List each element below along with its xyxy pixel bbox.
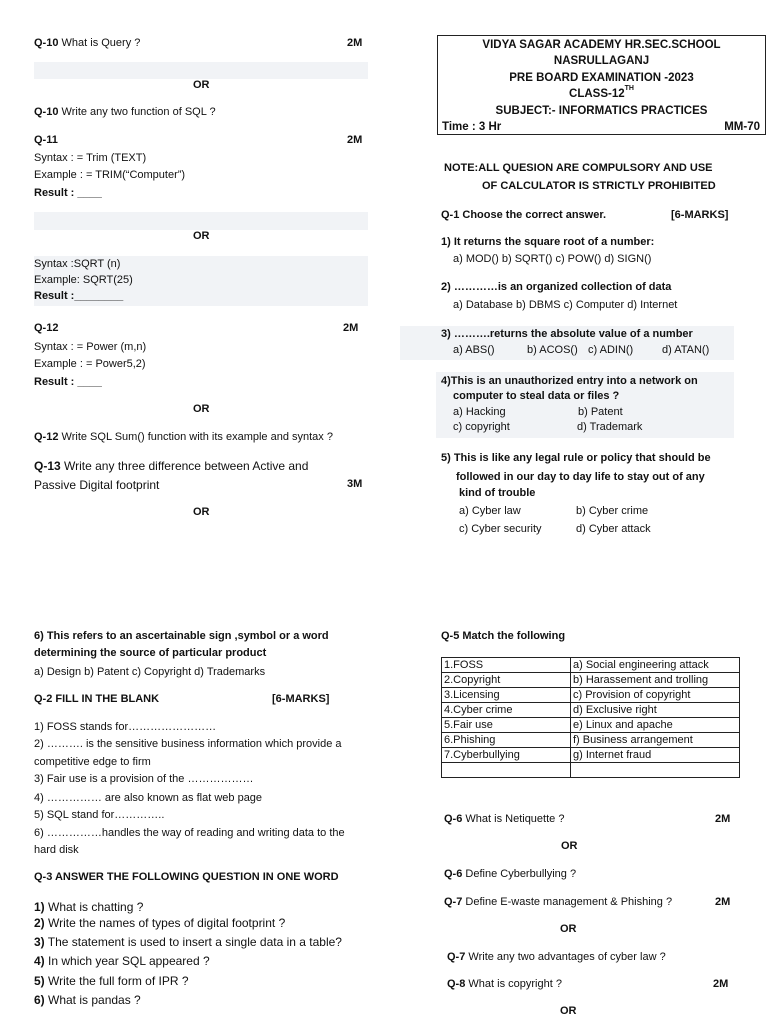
mcq-options: a) MOD() b) SQRT() c) POW() d) SIGN() (453, 253, 652, 265)
or-separator: OR (561, 840, 578, 852)
mcq6-options: a) Design b) Patent c) Copyright d) Trademarks (34, 666, 266, 678)
table-cell: f) Business arrangement (571, 733, 740, 748)
question-number: Q-10 (34, 37, 59, 49)
question-number: Q-11 (34, 134, 58, 146)
table-cell (571, 763, 740, 778)
fill-blank-item: 6) ……………handles the way of reading and writing data to the (34, 827, 345, 839)
mcq-question: 4)This is an unauthorized entry into a network on (441, 375, 698, 387)
question-q6b: Q-6 Define Cyberbullying ? (444, 868, 577, 880)
table-cell: 1.FOSS (442, 658, 571, 673)
one-word-item: 2) Write the names of types of digital footprint ? (34, 916, 286, 930)
or-separator: OR (193, 79, 210, 91)
table-row (442, 658, 740, 673)
mcq-question: 5) This is like any legal rule or policy that should be (441, 452, 711, 464)
section-title: Q-1 Choose the correct answer. (441, 209, 607, 221)
table-row (442, 763, 740, 778)
table-cell: e) Linux and apache (571, 718, 740, 733)
marks: 2M (715, 896, 731, 908)
one-word-item: 5) Write the full form of IPR ? (34, 974, 189, 988)
table-row (442, 748, 740, 763)
question-text: What is Query ? (58, 37, 141, 49)
or-separator: OR (560, 923, 577, 935)
subject-label: SUBJECT:- INFORMATICS PRACTICES (495, 105, 708, 117)
section-title: Q-5 Match the following (441, 630, 566, 642)
or-separator: OR (193, 230, 210, 242)
school-place: NASRULLAGANJ (553, 55, 650, 67)
fill-blank-item: 4) …………… are also known as flat web page (34, 792, 263, 804)
table-cell: d) Exclusive right (571, 703, 740, 718)
table-cell: 5.Fair use (442, 718, 571, 733)
marks: 2M (343, 322, 359, 334)
one-word-item: 3) The statement is used to insert a single data in a table? (34, 935, 342, 949)
section-title: Q-2 FILL IN THE BLANK (34, 693, 160, 705)
mcq-option: c) ADIN() (588, 344, 634, 356)
school-header-box (437, 35, 766, 135)
or-separator: OR (193, 403, 210, 415)
shaded-band (34, 212, 368, 230)
question-q7a: Q-7 Define E-waste management & Phishing ? (444, 896, 673, 908)
one-word-item: 6) What is pandas ? (34, 993, 141, 1007)
question-q10a (34, 37, 140, 51)
mcq-option: c) copyright (453, 421, 510, 433)
mcq6-question: determining the source of particular product (34, 647, 267, 659)
or-separator: OR (193, 506, 210, 518)
question-text: Passive Digital footprint (34, 478, 160, 492)
school-name: VIDYA SAGAR ACADEMY HR.SEC.SCHOOL (482, 39, 721, 51)
result-line: Result :________ (34, 290, 124, 302)
fill-blank-item: 3) Fair use is a provision of the ……………… (34, 773, 254, 785)
note-line: OF CALCULATOR IS STRICTLY PROHIBITED (482, 180, 716, 192)
mcq-question: kind of trouble (459, 487, 536, 499)
marks: 3M (347, 478, 363, 490)
mcq-option: d) ATAN() (662, 344, 710, 356)
or-separator: OR (560, 1005, 577, 1017)
question-q13: Q-13 Write any three difference between Active and (34, 459, 309, 473)
time-label: Time : 3 Hr (442, 121, 502, 133)
table-cell: 7.Cyberbullying (442, 748, 571, 763)
table-cell: g) Internet fraud (571, 748, 740, 763)
note-line: NOTE:ALL QUESION ARE COMPULSORY AND USE (444, 162, 713, 174)
table-cell (442, 763, 571, 778)
question-q7b: Q-7 Write any two advantages of cyber law ? (447, 951, 666, 963)
table-cell: c) Provision of copyright (571, 688, 740, 703)
fill-blank-item: 5) SQL stand for………….. (34, 809, 165, 821)
section-title: Q-3 ANSWER THE FOLLOWING QUESTION IN ONE WORD (34, 871, 339, 883)
marks: 2M (347, 134, 363, 146)
mcq-question: followed in our day to day life to stay out of any (456, 471, 705, 483)
class-label: CLASS-12TH (569, 85, 634, 100)
table-row (442, 733, 740, 748)
mcq-question: computer to steal data or files ? (453, 390, 620, 402)
mcq-option: b) ACOS() (527, 344, 578, 356)
match-table (441, 657, 740, 778)
fill-blank-item: hard disk (34, 844, 79, 856)
question-q6a: Q-6 What is Netiquette ? (444, 813, 565, 825)
mcq-option: a) Hacking (453, 406, 506, 418)
result-line: Result : ____ (34, 376, 102, 388)
mcq-option: c) Cyber security (459, 523, 542, 535)
table-row (442, 688, 740, 703)
mcq-question: 3) ……….returns the absolute value of a number (441, 328, 693, 340)
one-word-item: 1) What is chatting ? (34, 900, 144, 914)
mcq-option: b) Cyber crime (576, 505, 649, 517)
example-line: Example : = Power5,2) (34, 358, 146, 370)
table-cell: 2.Copyright (442, 673, 571, 688)
question-q10b: Q-10 Write any two function of SQL ? (34, 106, 216, 118)
section-marks: [6-MARKS] (671, 209, 729, 221)
shaded-band (34, 62, 368, 79)
mcq-option: a) Cyber law (459, 505, 521, 517)
mcq-option: b) Patent (578, 406, 623, 418)
mcq-options: a) Database b) DBMS c) Computer d) Internet (453, 299, 678, 311)
table-cell: 4.Cyber crime (442, 703, 571, 718)
question-q8: Q-8 What is copyright ? (447, 978, 562, 990)
mcq-option: a) ABS() (453, 344, 495, 356)
max-marks: MM-70 (724, 121, 760, 133)
mcq-question: 2) …………is an organized collection of data (441, 281, 672, 293)
example-line: Example : = TRIM(“Computer”) (34, 169, 186, 181)
mcq-question: 1) It returns the square root of a number: (441, 236, 655, 248)
fill-blank-item: 1) FOSS stands for…………………… (34, 721, 217, 733)
table-cell: 6.Phishing (442, 733, 571, 748)
marks: 2M (715, 813, 731, 825)
fill-blank-item: competitive edge to firm (34, 756, 151, 768)
fill-blank-item: 2) ………. is the sensitive business information which provide a (34, 738, 342, 750)
table-cell: b) Harassement and trolling (571, 673, 740, 688)
syntax-line: Syntax :SQRT (n) (34, 258, 121, 270)
exam-title: PRE BOARD EXAMINATION -2023 (509, 72, 694, 84)
table-row (442, 673, 740, 688)
mcq6-question: 6) This refers to an ascertainable sign ,symbol or a word (34, 630, 329, 642)
syntax-line: Syntax : = Power (m,n) (34, 341, 147, 353)
mcq-option: d) Trademark (577, 421, 643, 433)
question-number: Q-12 (34, 322, 59, 334)
section-marks: [6-MARKS] (272, 693, 330, 705)
result-line: Result : ____ (34, 187, 102, 199)
table-cell: a) Social engineering attack (571, 658, 740, 673)
mcq-option: d) Cyber attack (576, 523, 651, 535)
table-row (442, 718, 740, 733)
marks: 2M (347, 37, 363, 49)
table-cell: 3.Licensing (442, 688, 571, 703)
question-q12b: Q-12 Write SQL Sum() function with its example and syntax ? (34, 431, 333, 443)
example-line: Example: SQRT(25) (34, 274, 133, 286)
one-word-item: 4) In which year SQL appeared ? (34, 954, 210, 968)
marks: 2M (713, 978, 729, 990)
table-row (442, 703, 740, 718)
syntax-line: Syntax : = Trim (TEXT) (34, 152, 147, 164)
